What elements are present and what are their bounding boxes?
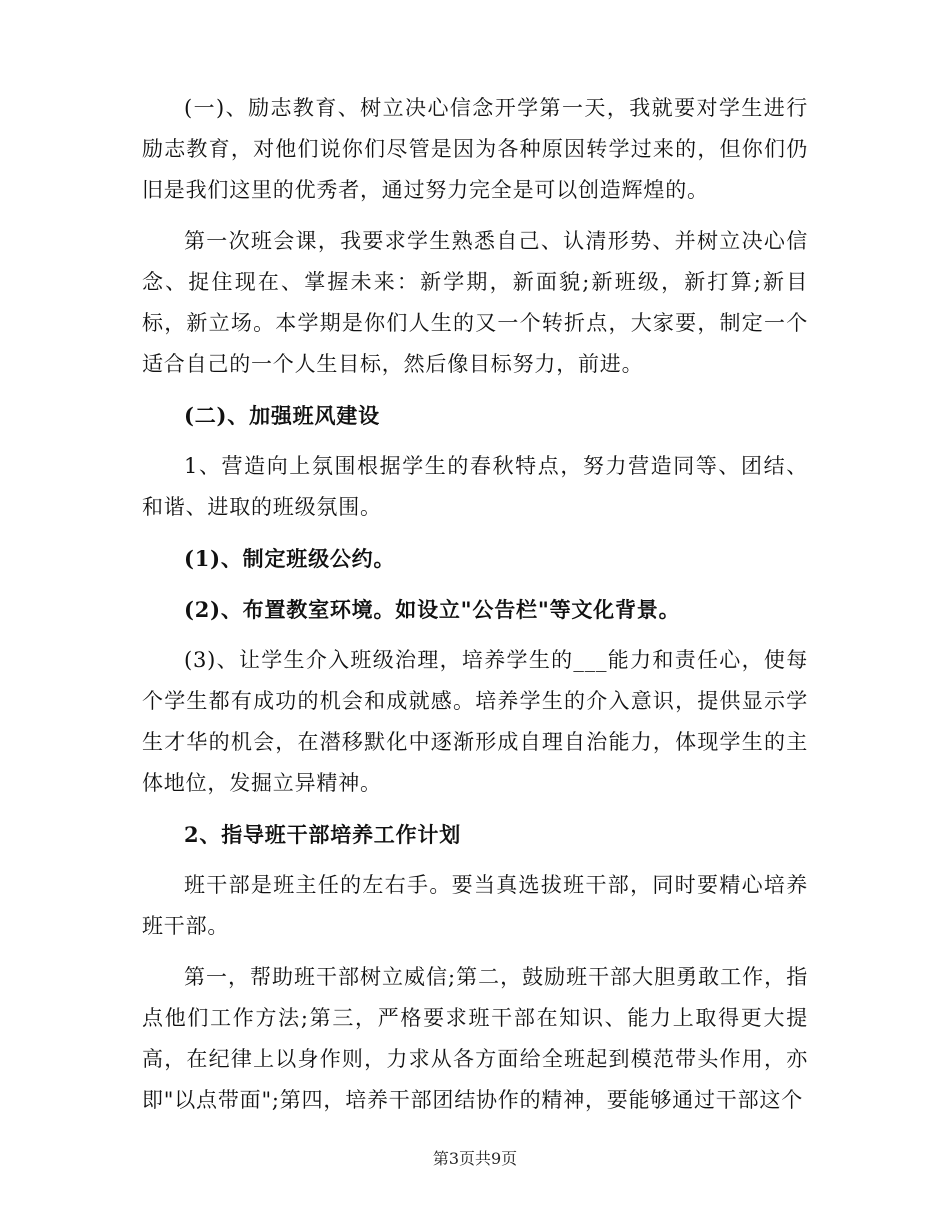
section-heading-3: 2、指导班干部培养工作计划 — [184, 822, 462, 847]
paragraph-5: 班干部是班主任的左右手。要当真选拔班干部，同时要精心培养班干部。 — [142, 873, 808, 938]
paragraph-2: 第一次班会课，我要求学生熟悉自己、认清形势、并树立决心信念、捉住现在、掌握未来：新学期，新面貌;新班级，新打算;新目标，新立场。本学期是你们人生的又一个转折点，大家要，制定一个适合自己的一个人生目标，然后像目标努力，前进。 — [142, 229, 808, 376]
paragraph-6: 第一，帮助班干部树立威信;第二，鼓励班干部大胆勇敢工作，指点他们工作方法;第三，严格要求班干部在知识、能力上取得更大提高，在纪律上以身作则，力求从各方面给全班起到模范带头作用，亦即"以点带面";第四，培养干部团结协作的精神，要能够通过干部这个 — [142, 965, 808, 1112]
paragraph-4: (3)、让学生介入班级治理，培养学生的___能力和责任心，使每个学生都有成功的机会和成就感。培养学生的介入意识，提供显示学生才华的机会，在潜移默化中逐渐形成自理自治能力，体现学生的主体地位，发掘立异精神。 — [142, 648, 808, 795]
paragraph-1: (一)、励志教育、树立决心信念开学第一天，我就要对学生进行励志教育，对他们说你们尽管是因为各种原因转学过来的，但你们仍旧是我们这里的优秀者，通过努力完全是可以创造辉煌的。 — [142, 96, 808, 202]
page-number: 第3页共9页 — [432, 1149, 518, 1168]
subheading-1: (1)、制定班级公约。 — [184, 546, 396, 571]
subheading-2: (2)、布置教室环境。如设立"公告栏"等文化背景。 — [184, 597, 681, 622]
paragraph-3: 1、营造向上氛围根据学生的春秋特点，努力营造同等、团结、和谐、进取的班级氛围。 — [142, 454, 808, 519]
document-body — [142, 88, 808, 1131]
section-heading-2: (二)、加强班风建设 — [184, 403, 380, 428]
